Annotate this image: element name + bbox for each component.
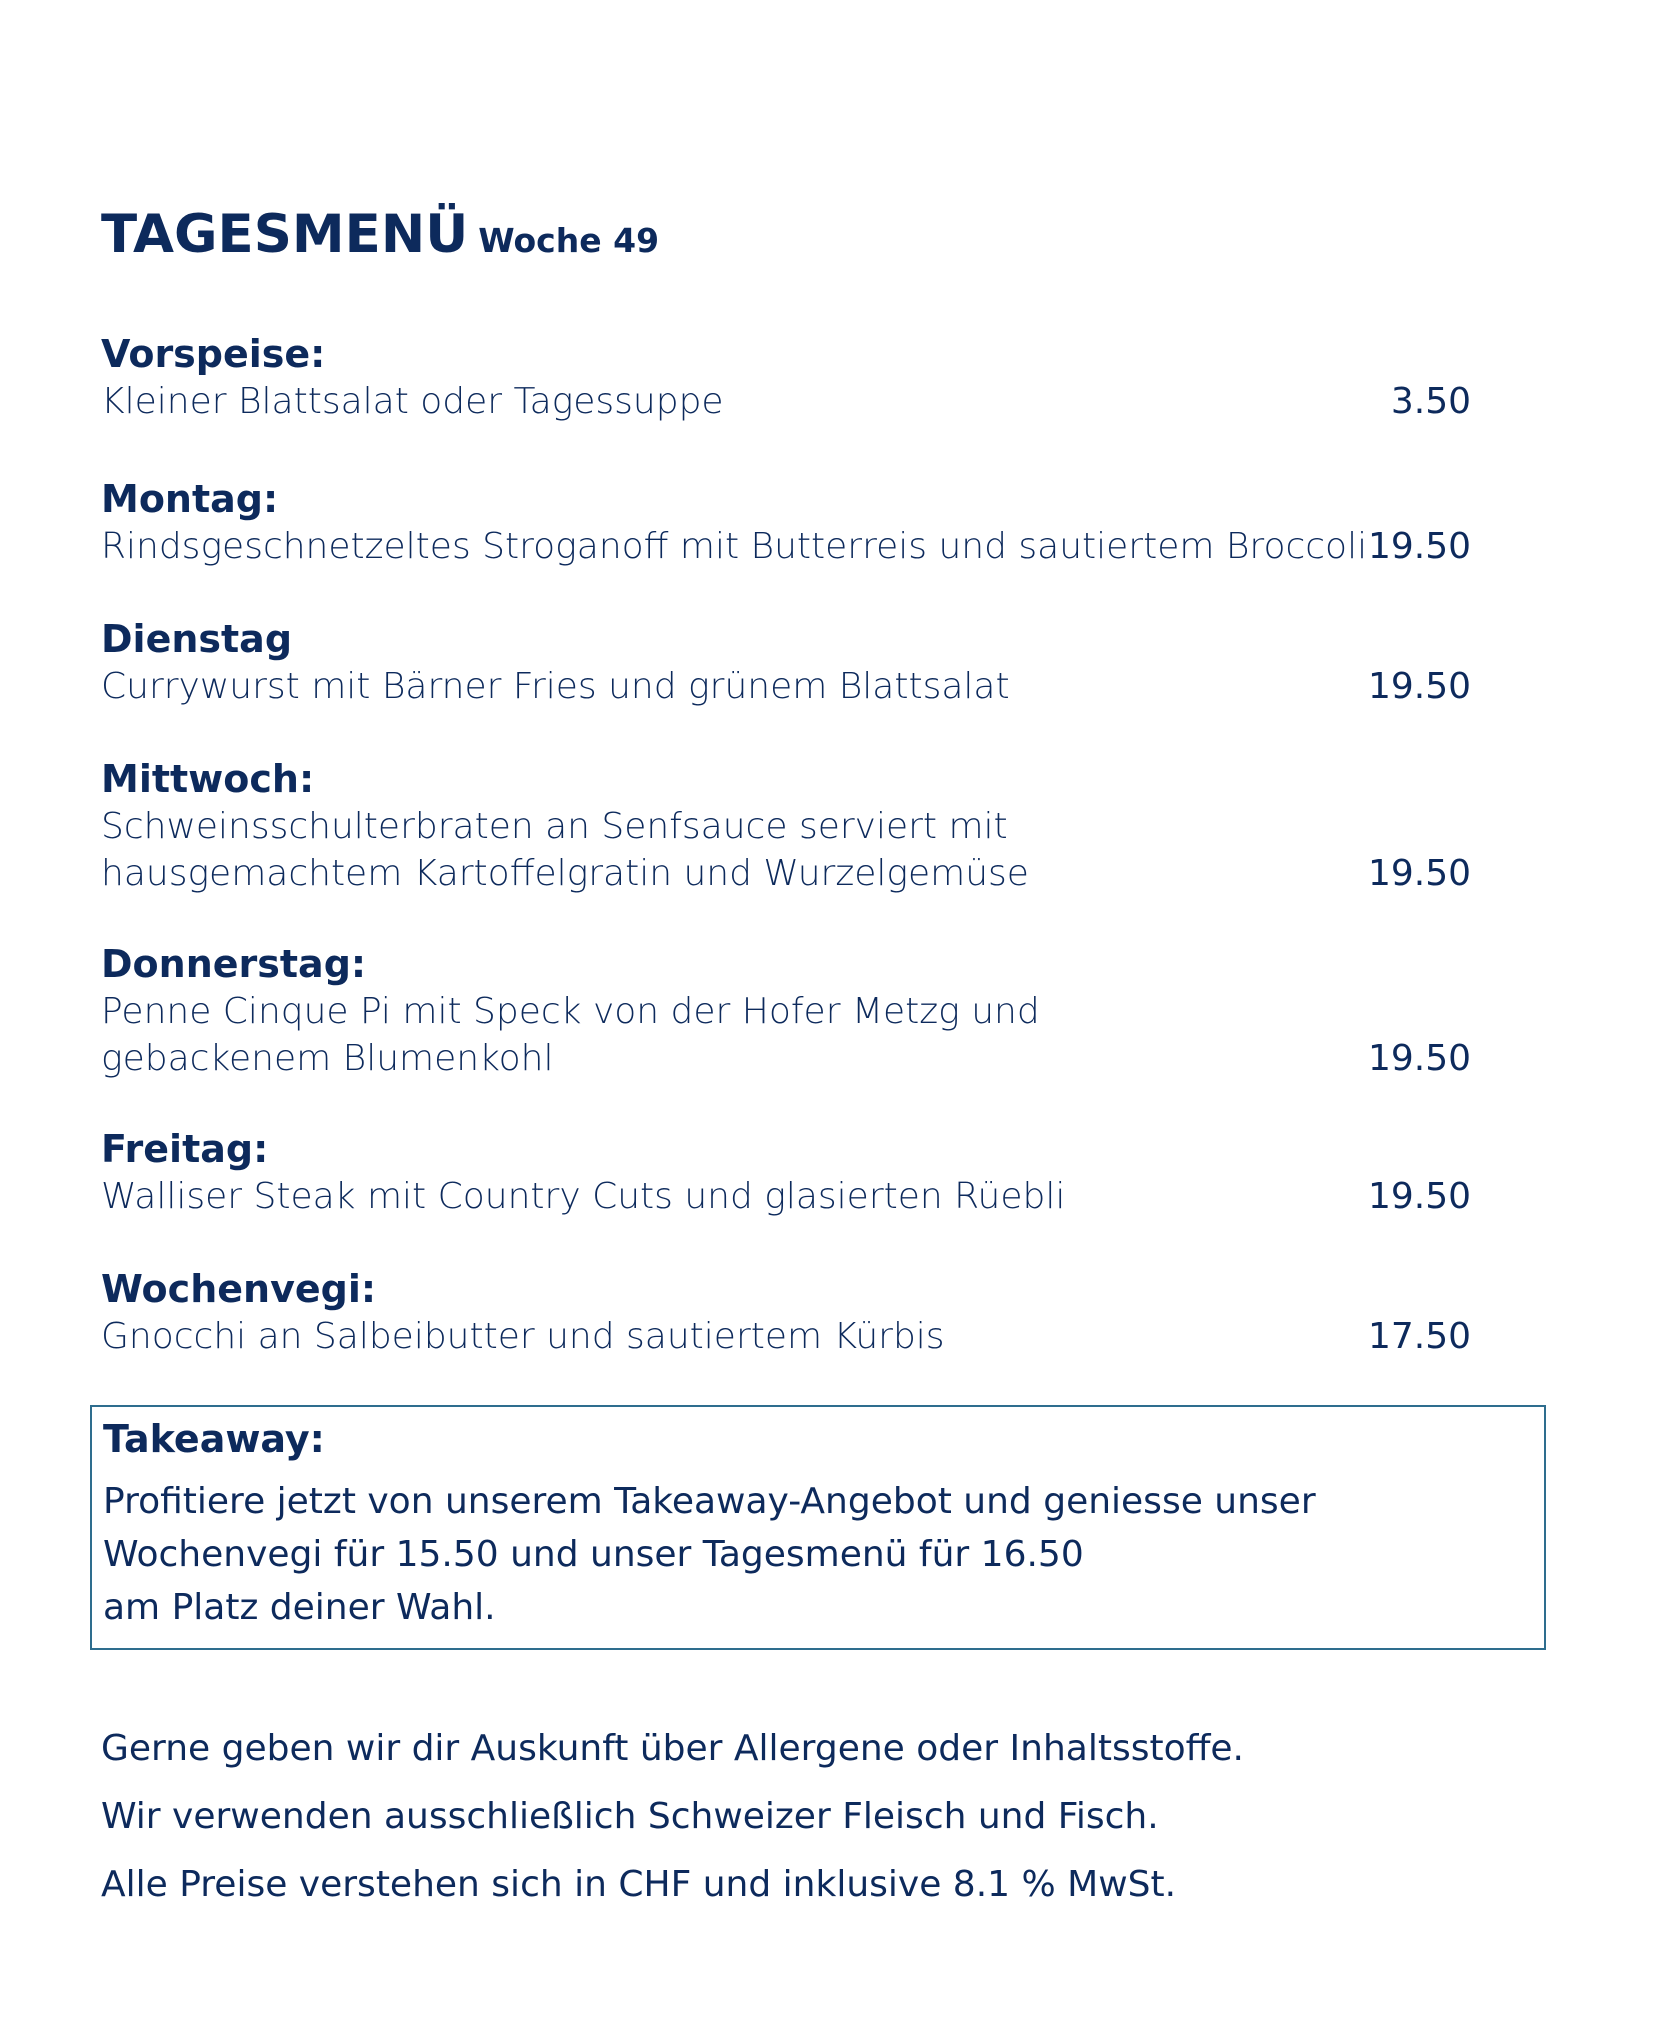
dish-description: Currywurst mit Bärner Fries und grünem Blattsalat (101, 666, 1010, 707)
dish-row (101, 1313, 1471, 1360)
section-label: Vorspeise: (101, 332, 326, 376)
week-label: Woche 49 (478, 221, 660, 260)
takeaway-line: am Platz deiner Wahl. (103, 1587, 496, 1628)
dish-description-line-1: Penne Cinque Pi mit Speck von der Hofer Metzg und (101, 991, 1040, 1032)
dish-price: 17.50 (1367, 1316, 1471, 1357)
section-label: Montag: (101, 477, 279, 521)
note-allergens: Gerne geben wir dir Auskunft über Allergene oder Inhaltsstoffe. (101, 1728, 1244, 1769)
takeaway-line: Wochenvegi für 15.50 und unser Tagesmenü für 16.50 (103, 1534, 1084, 1575)
menu-section-vorspeise (101, 330, 1471, 425)
dish-description-line-1: Schweinsschulterbraten an Senfsauce serviert mit (101, 806, 1008, 847)
page-title: TAGESMENÜ (101, 204, 469, 265)
dish-price: 19.50 (1367, 526, 1471, 567)
dish-price: 19.50 (1367, 853, 1471, 894)
section-label: Freitag: (101, 1127, 269, 1171)
menu-section-wochenvegi (101, 1265, 1471, 1360)
section-label: Dienstag (101, 617, 293, 661)
dish-description: Gnocchi an Salbeibutter und sautiertem Kürbis (101, 1316, 945, 1357)
takeaway-box (90, 1405, 1546, 1650)
dish-row (101, 988, 1471, 1082)
section-label: Donnerstag: (101, 942, 367, 986)
menu-section-freitag (101, 1125, 1471, 1220)
takeaway-text (103, 1475, 1316, 1634)
menu-section-dienstag (101, 615, 1471, 710)
section-label: Mittwoch: (101, 757, 315, 801)
menu-section-montag (101, 475, 1471, 570)
dish-description: Rindsgeschnetzeltes Stroganoff mit Butterreis und sautiertem Broccoli (101, 526, 1368, 567)
dish-price: 19.50 (1367, 1176, 1471, 1217)
dish-price: 3.50 (1390, 381, 1471, 422)
dish-description-line-2: gebackenem Blumenkohl (101, 1038, 554, 1079)
dish-row (101, 378, 1471, 425)
menu-section-mittwoch (101, 755, 1471, 897)
takeaway-line: Profitiere jetzt von unserem Takeaway-Angebot und geniesse unser (103, 1481, 1316, 1522)
dish-description: Kleiner Blattsalat oder Tagessuppe (101, 381, 724, 422)
dish-price: 19.50 (1367, 666, 1471, 707)
menu-section-donnerstag (101, 940, 1471, 1082)
dish-row (101, 1173, 1471, 1220)
menu-title (101, 204, 660, 265)
takeaway-label: Takeaway: (103, 1417, 325, 1461)
section-label: Wochenvegi: (101, 1267, 377, 1311)
note-prices: Alle Preise verstehen sich in CHF und inklusive 8.1 % MwSt. (101, 1864, 1177, 1905)
dish-price: 19.50 (1367, 1038, 1471, 1079)
dish-row (101, 663, 1471, 710)
dish-description-line-2: hausgemachtem Kartoffelgratin und Wurzelgemüse (101, 853, 1029, 894)
footer-notes (101, 1715, 1244, 1919)
dish-description: Walliser Steak mit Country Cuts und glasierten Rüebli (101, 1176, 1066, 1217)
dish-row (101, 803, 1471, 897)
note-meat-origin: Wir verwenden ausschließlich Schweizer Fleisch und Fisch. (101, 1796, 1159, 1837)
dish-row (101, 523, 1471, 570)
